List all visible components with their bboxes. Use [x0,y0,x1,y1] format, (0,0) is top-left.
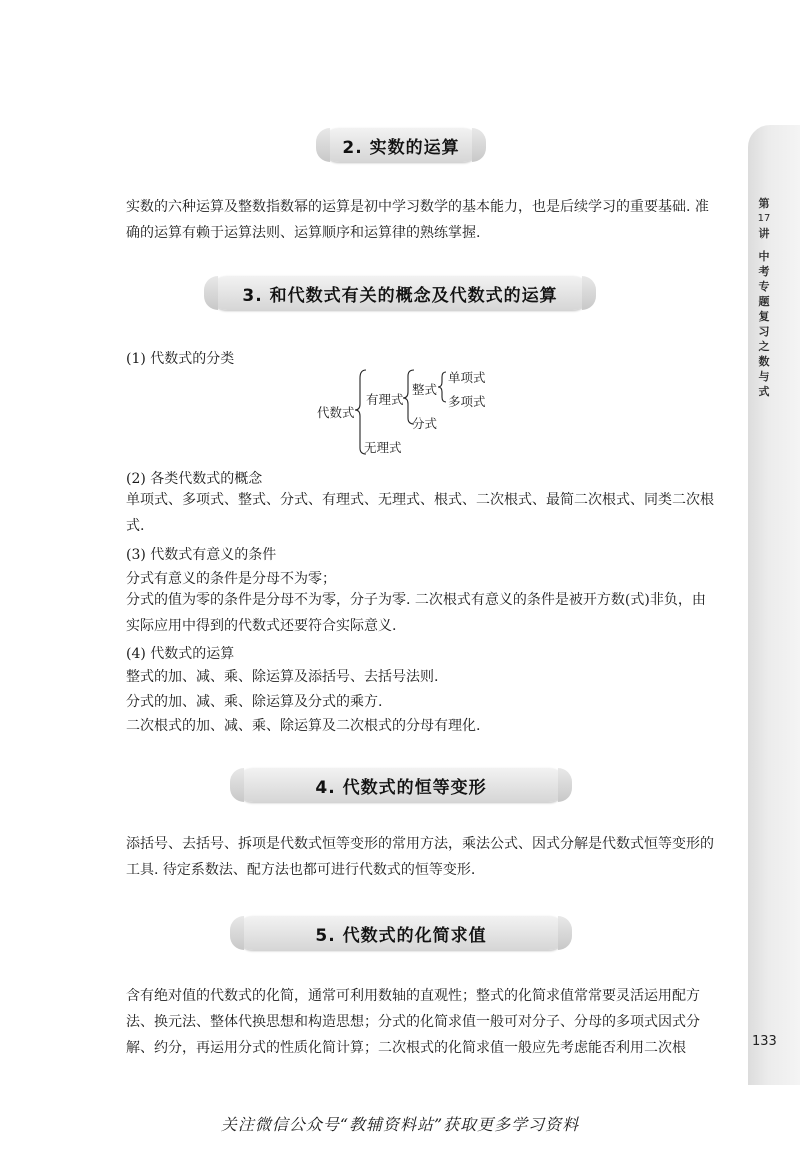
section-2-heading: 2. 实数的运算 [322,128,480,162]
tree-root-label: 代数式 [317,405,355,420]
lecture-number: 17 [757,213,771,224]
footer-watermark: 关注微信公众号“教辅资料站”获取更多学习资料 [220,1115,580,1134]
chapter-title-char: 式 [758,385,770,398]
page-number: 133 [752,1034,777,1049]
lecture-prefix: 第 [758,197,770,210]
operation-radical: 二次根式的加、减、乘、除运算及二次根式的分母有理化. [126,718,481,734]
chapter-title-char: 与 [758,370,770,383]
lecture-suffix: 讲 [758,227,770,240]
section-4-heading: 4. 代数式的恒等变形 [236,768,566,802]
section-3-heading: 3. 和代数式有关的概念及代数式的运算 [210,276,590,310]
operation-polynomial: 整式的加、减、乘、除运算及添括号、去括号法则. [126,669,439,685]
operation-fraction: 分式的加、减、乘、除运算及分式的乘方. [126,694,383,710]
chapter-title-char: 之 [758,340,770,353]
subheading-concepts: (2) 各类代数式的概念 [126,471,263,487]
tree-polynomial-label: 多项式 [448,394,486,409]
chapter-title-char: 题 [758,295,770,308]
chapter-title-char: 中 [758,250,770,263]
chapter-title-char: 习 [758,325,770,338]
tree-integral-label: 整式 [412,382,438,397]
algebraic-expression-classification-tree [300,368,520,458]
section-2-body: 实数的六种运算及整数指数幂的运算是初中学习数学的基本能力，也是后续学习的重要基础. 准确的运算有赖于运算法则、运算顺序和运算律的熟练掌握. [126,199,709,241]
tree-monomial-label: 单项式 [448,370,486,385]
section-4-body: 添括号、去括号、拆项是代数式恒等变形的常用方法，乘法公式、因式分解是代数式恒等变形的工具. 待定系数法、配方法也都可进行代数式的恒等变形. [126,836,714,878]
concepts-list: 单项式、多项式、整式、分式、有理式、无理式、根式、二次根式、最简二次根式、同类二次根式. [126,492,714,534]
chapter-title-char: 复 [758,310,770,323]
subheading-classification: (1) 代数式的分类 [126,351,235,367]
tree-rational-label: 有理式 [366,392,404,407]
condition-fraction-meaningful: 分式有意义的条件是分母不为零； [126,571,336,587]
subheading-operations: (4) 代数式的运算 [126,646,235,662]
chapter-title-char: 专 [758,280,770,293]
condition-zero-value: 分式的值为零的条件是分母不为零，分子为零. 二次根式有意义的条件是被开方数(式)非负，由实际应用中得到的代数式还要符合实际意义. [126,592,706,634]
chapter-title-char: 考 [758,265,770,278]
chapter-side-label [752,196,776,399]
section-5-heading: 5. 代数式的化简求值 [236,916,566,950]
tree-irrational-label: 无理式 [364,440,402,455]
section-5-body: 含有绝对值的代数式的化简，通常可利用数轴的直观性；整式的化简求值常常要灵活运用配方法、换元法、整体代换思想和构造思想；分式的化简求值一般可对分子、分母的多项式因式分解、约分，再运用分式的性质化简计算；二次根式的化简求值一般应先考虑能否利用二次根 [126,988,700,1056]
chapter-title-char: 数 [758,355,770,368]
subheading-conditions: (3) 代数式有意义的条件 [126,547,277,563]
chapter-title [752,249,776,399]
tree-fractional-label: 分式 [412,416,438,431]
